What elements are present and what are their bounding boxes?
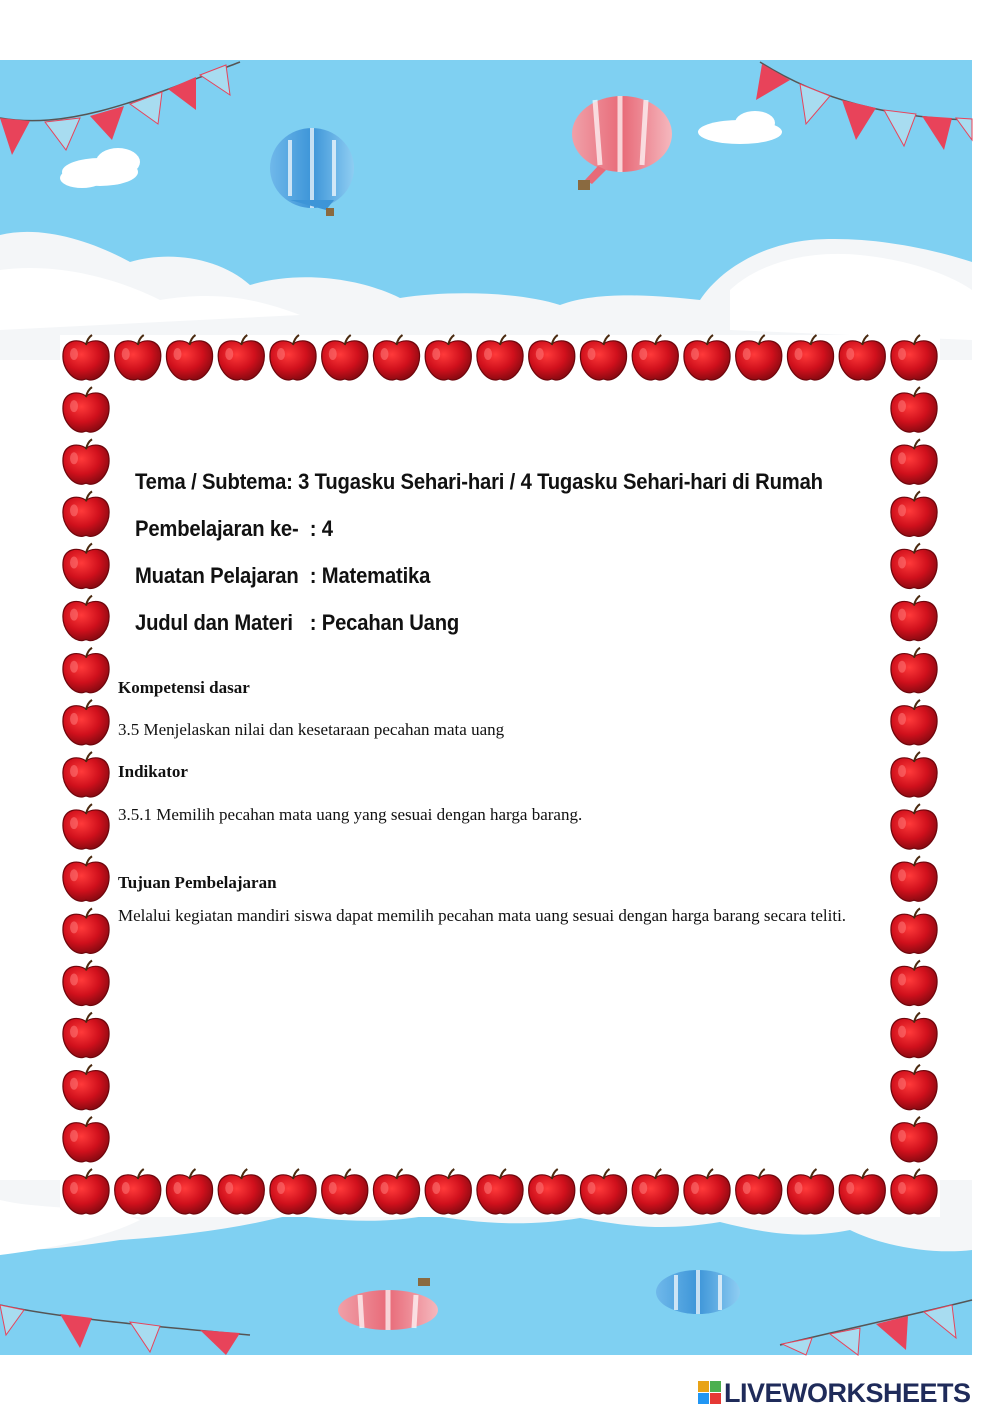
apple-icon <box>891 700 937 745</box>
apple-icon <box>63 648 109 693</box>
apple-icon <box>736 1169 782 1214</box>
apple-icon <box>632 335 678 380</box>
apple-icon <box>63 1065 109 1110</box>
apple-icon <box>115 335 161 380</box>
liveworksheets-icon <box>698 1381 722 1405</box>
indikator-text: 3.5.1 Memilih pecahan mata uang yang sesuai dengan harga barang. <box>118 805 583 824</box>
apple-icon <box>63 804 109 849</box>
info-label: Judul dan Materi <box>135 609 293 635</box>
info-row-tema <box>135 458 823 505</box>
apple-icon <box>63 491 109 536</box>
info-value: : 4 <box>309 515 333 541</box>
apple-icon <box>891 1065 937 1110</box>
kompetensi-text: 3.5 Menjelaskan nilai dan kesetaraan pecahan mata uang <box>118 720 505 739</box>
apple-icon <box>684 335 730 380</box>
apple-icon <box>891 961 937 1006</box>
apple-icon <box>787 1169 833 1214</box>
apple-icon <box>63 596 109 641</box>
apple-icon <box>529 335 575 380</box>
info-value: : 3 Tugasku Sehari-hari / 4 Tugasku Sehari-hari di Rumah <box>286 468 823 494</box>
kompetensi-heading: Kompetensi dasar <box>118 678 250 697</box>
apple-icon <box>891 856 937 901</box>
info-label: Tema / Subtema <box>135 468 287 494</box>
apple-icon <box>891 491 937 536</box>
apple-icon <box>63 908 109 953</box>
apple-icon <box>63 700 109 745</box>
apple-icon <box>63 544 109 589</box>
apple-icon <box>891 648 937 693</box>
tujuan-text: Melalui kegiatan mandiri siswa dapat memilih pecahan mata uang sesuai dengan harga barang secara teliti. <box>118 906 847 925</box>
apple-icon <box>63 856 109 901</box>
apple-icon <box>322 335 368 380</box>
apple-icon <box>322 1169 368 1214</box>
info-label: Muatan Pelajaran <box>135 562 299 588</box>
apple-icon <box>63 961 109 1006</box>
apple-icon <box>529 1169 575 1214</box>
info-table <box>135 458 875 646</box>
apple-icon <box>736 335 782 380</box>
apple-icon <box>580 335 626 380</box>
apple-icon <box>115 1169 161 1214</box>
apple-icon <box>891 1117 937 1162</box>
apple-icon <box>787 335 833 380</box>
apple-icon <box>425 1169 471 1214</box>
apple-icon <box>839 335 885 380</box>
apple-icon <box>891 335 937 380</box>
tujuan-heading: Tujuan Pembelajaran <box>118 873 277 892</box>
apple-icon <box>373 335 419 380</box>
apple-icon <box>891 804 937 849</box>
apple-icon <box>63 1169 109 1214</box>
apple-icon <box>218 1169 264 1214</box>
info-row-muatan <box>135 552 816 599</box>
apple-icon <box>477 335 523 380</box>
info-row-pembelajaran <box>135 505 816 552</box>
apple-icon <box>218 335 264 380</box>
apple-icon <box>684 1169 730 1214</box>
apple-icon <box>373 1169 419 1214</box>
apple-icon <box>63 1117 109 1162</box>
apple-icon <box>63 752 109 797</box>
apple-icon <box>270 1169 316 1214</box>
info-label: Pembelajaran ke- <box>135 515 299 541</box>
logo-text: LIVEWORKSHEETS <box>724 1377 971 1408</box>
apple-icon <box>425 335 471 380</box>
apple-icon <box>891 908 937 953</box>
apple-icon <box>166 1169 212 1214</box>
apple-icon <box>63 335 109 380</box>
apple-icon <box>632 1169 678 1214</box>
apple-icon <box>63 387 109 432</box>
apple-icon <box>63 1013 109 1058</box>
info-row-judul <box>135 599 816 646</box>
apple-icon <box>270 335 316 380</box>
apple-icon <box>891 1013 937 1058</box>
indikator-heading: Indikator <box>118 762 188 781</box>
info-value: : Pecahan Uang <box>309 609 460 635</box>
apple-icon <box>891 1169 937 1214</box>
apple-icon <box>891 387 937 432</box>
info-value: : Matematika <box>309 562 431 588</box>
apple-icon <box>891 544 937 589</box>
apple-icon <box>580 1169 626 1214</box>
apple-icon <box>63 439 109 484</box>
apple-icon <box>891 439 937 484</box>
apple-icon <box>166 335 212 380</box>
apple-icon <box>477 1169 523 1214</box>
balloon-blue-bottom <box>656 1270 740 1314</box>
apple-icon <box>839 1169 885 1214</box>
liveworksheets-logo[interactable] <box>698 1378 971 1408</box>
apple-icon <box>891 596 937 641</box>
apple-icon <box>891 752 937 797</box>
